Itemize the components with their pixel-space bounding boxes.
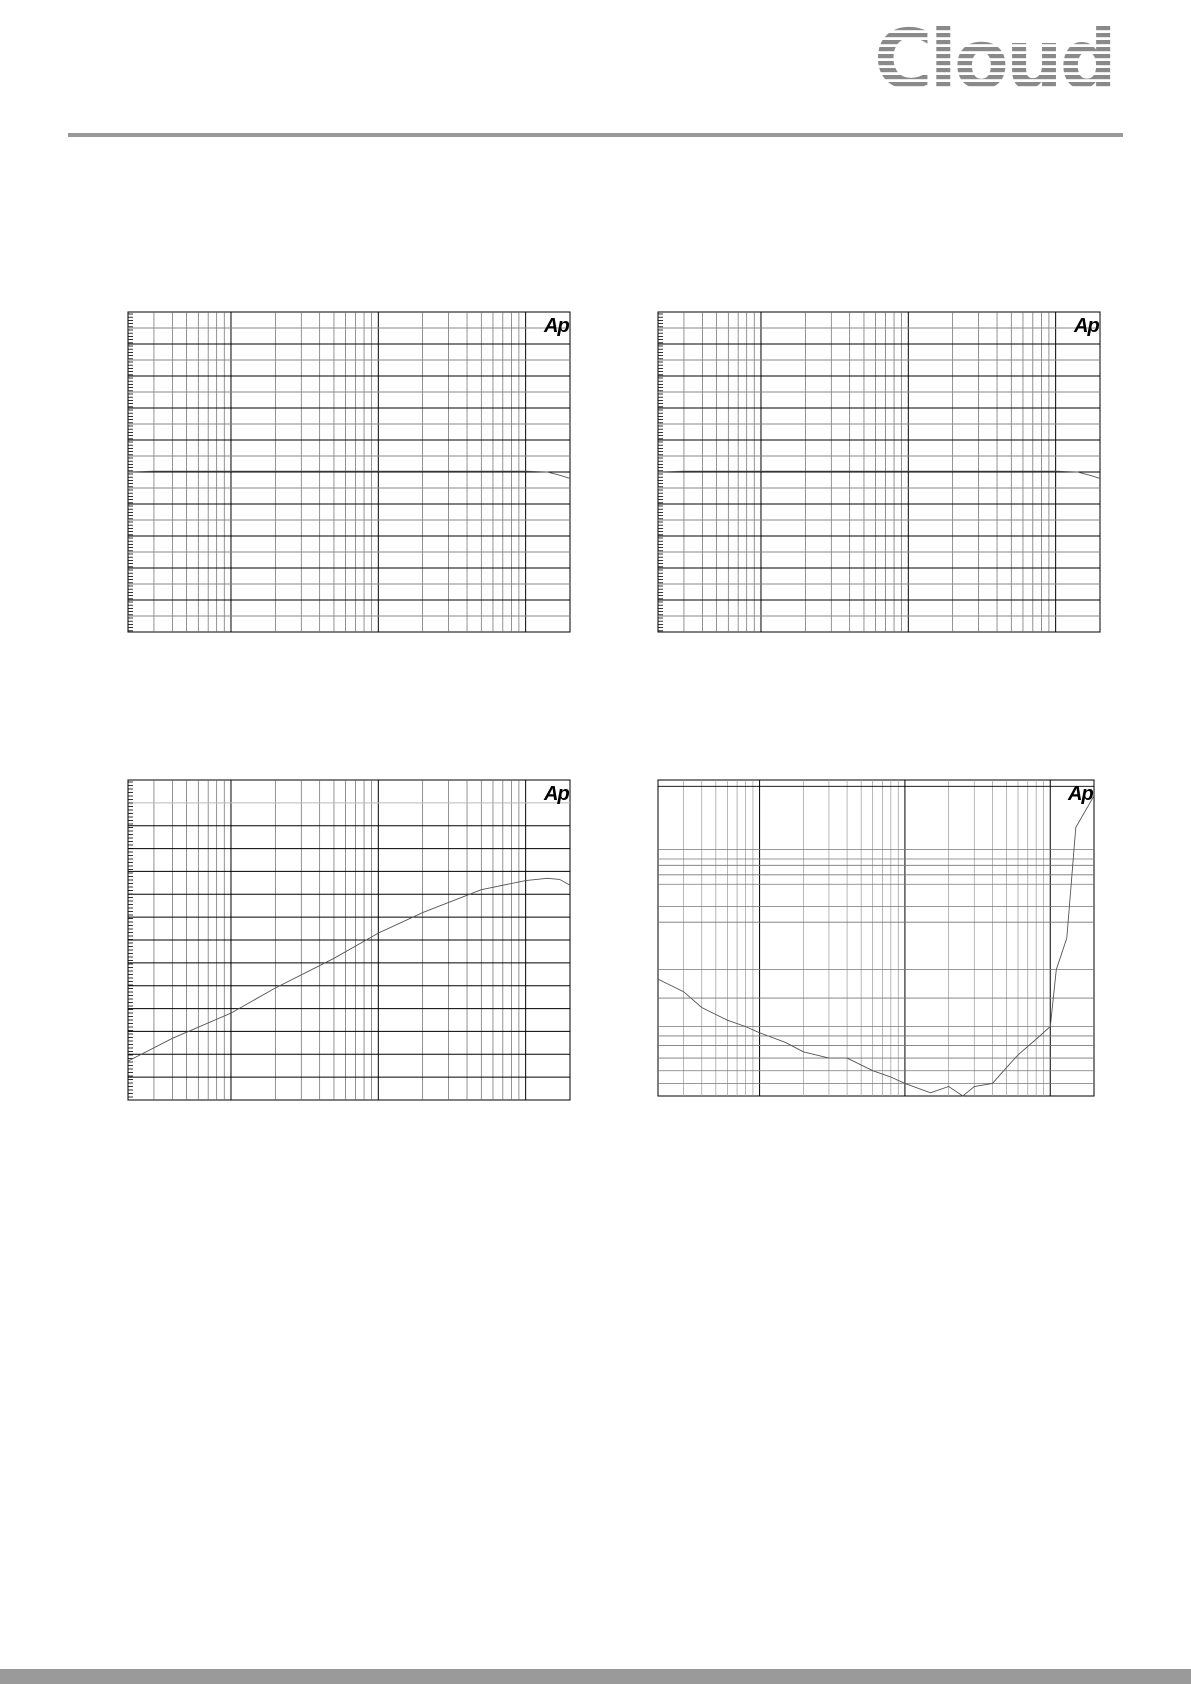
ap-watermark: Ap <box>1074 315 1099 337</box>
distortion-plot-4 <box>656 779 1104 1099</box>
measurement-plot-3 <box>126 779 580 1103</box>
ap-watermark: Ap <box>544 783 569 805</box>
cloud-brand-logo <box>872 26 1118 92</box>
brand-wordmark: Cloud <box>874 26 1114 92</box>
frequency-response-plot-2 <box>656 311 1110 635</box>
ap-watermark: Ap <box>1068 783 1093 805</box>
plot-frame <box>658 780 1094 1096</box>
ap-watermark: Ap <box>544 315 569 337</box>
header-rule <box>68 133 1123 137</box>
frequency-response-plot-1 <box>126 311 580 635</box>
footer-bar <box>0 1669 1191 1684</box>
